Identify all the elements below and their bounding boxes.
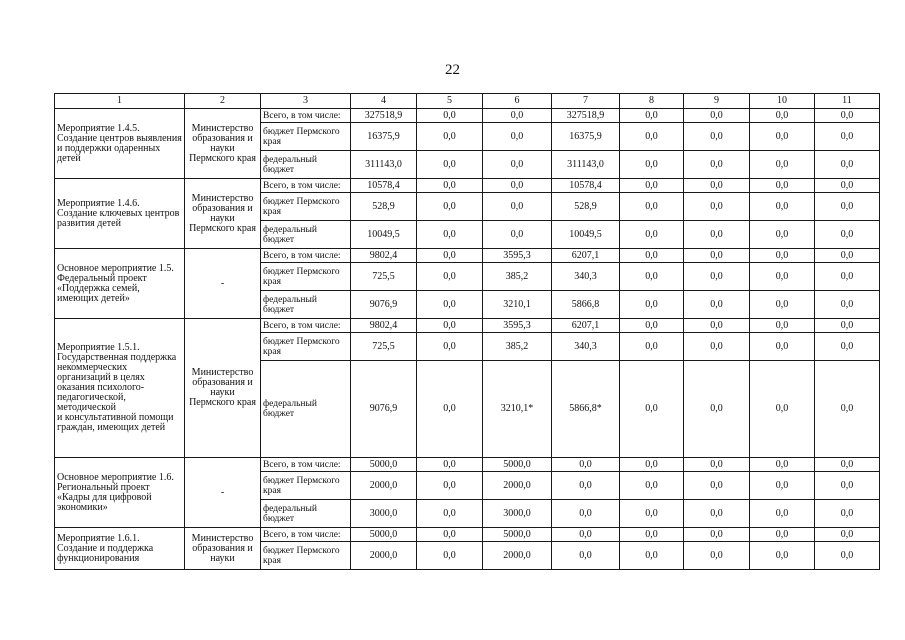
amount-cell: 0,0 (750, 361, 815, 458)
table-row (55, 528, 880, 542)
amount-cell: 0,0 (684, 193, 750, 221)
responsible-org: Министерство образования и науки Пермского края (185, 109, 261, 179)
amount-cell: 0,0 (750, 528, 815, 542)
amount-cell: 0,0 (620, 193, 684, 221)
amount-cell: 9802,4 (351, 249, 417, 263)
amount-cell: 0,0 (750, 179, 815, 193)
amount-cell: 0,0 (684, 151, 750, 179)
funding-source: Всего, в том числе: (261, 109, 351, 123)
amount-cell: 5000,0 (351, 528, 417, 542)
amount-cell: 0,0 (815, 221, 880, 249)
funding-source: бюджет Пермского края (261, 263, 351, 291)
column-header: 10 (750, 94, 815, 109)
amount-cell: 0,0 (815, 179, 880, 193)
amount-cell: 5000,0 (351, 458, 417, 472)
amount-cell: 0,0 (417, 193, 483, 221)
responsible-org: Министерство образования и науки Пермского края (185, 319, 261, 458)
amount-cell: 5000,0 (483, 458, 552, 472)
responsible-org: - (185, 249, 261, 319)
amount-cell: 0,0 (417, 333, 483, 361)
amount-cell: 0,0 (483, 179, 552, 193)
amount-cell: 0,0 (417, 291, 483, 319)
amount-cell: 0,0 (620, 249, 684, 263)
amount-cell: 0,0 (620, 361, 684, 458)
table-row (55, 319, 880, 333)
amount-cell: 0,0 (684, 123, 750, 151)
amount-cell: 0,0 (750, 291, 815, 319)
amount-cell: 0,0 (815, 249, 880, 263)
table-row (55, 179, 880, 193)
amount-cell: 311143,0 (351, 151, 417, 179)
funding-source: бюджет Пермского края (261, 472, 351, 500)
table-row (55, 249, 880, 263)
amount-cell: 327518,9 (351, 109, 417, 123)
activity-name: Мероприятие 1.6.1. Создание и поддержка функционирования (55, 528, 185, 570)
funding-source: Всего, в том числе: (261, 319, 351, 333)
responsible-org: - (185, 458, 261, 528)
column-header: 4 (351, 94, 417, 109)
funding-source: Всего, в том числе: (261, 179, 351, 193)
amount-cell: 2000,0 (483, 472, 552, 500)
amount-cell: 0,0 (684, 109, 750, 123)
funding-source: Всего, в том числе: (261, 458, 351, 472)
amount-cell: 0,0 (417, 179, 483, 193)
amount-cell: 0,0 (750, 109, 815, 123)
amount-cell: 0,0 (620, 542, 684, 570)
amount-cell: 340,3 (552, 263, 620, 291)
responsible-org: Министерство образования и науки Пермского края (185, 179, 261, 249)
amount-cell: 0,0 (417, 528, 483, 542)
table-header (55, 94, 880, 109)
amount-cell: 0,0 (750, 472, 815, 500)
header-row (55, 94, 880, 109)
amount-cell: 327518,9 (552, 109, 620, 123)
amount-cell: 0,0 (483, 109, 552, 123)
amount-cell: 0,0 (620, 333, 684, 361)
amount-cell: 5866,8* (552, 361, 620, 458)
funding-source: бюджет Пермского края (261, 123, 351, 151)
amount-cell: 0,0 (684, 458, 750, 472)
funding-source: федеральный бюджет (261, 361, 351, 458)
amount-cell: 0,0 (684, 361, 750, 458)
amount-cell: 0,0 (815, 319, 880, 333)
amount-cell: 725,5 (351, 263, 417, 291)
column-header: 11 (815, 94, 880, 109)
amount-cell: 0,0 (417, 221, 483, 249)
amount-cell: 6207,1 (552, 319, 620, 333)
amount-cell: 0,0 (750, 542, 815, 570)
amount-cell: 0,0 (483, 193, 552, 221)
amount-cell: 0,0 (750, 319, 815, 333)
amount-cell: 0,0 (620, 179, 684, 193)
budget-table (54, 93, 880, 570)
amount-cell: 3000,0 (351, 500, 417, 528)
amount-cell: 5000,0 (483, 528, 552, 542)
amount-cell: 0,0 (684, 291, 750, 319)
amount-cell: 16375,9 (351, 123, 417, 151)
amount-cell: 0,0 (620, 528, 684, 542)
amount-cell: 385,2 (483, 333, 552, 361)
amount-cell: 3210,1 (483, 291, 552, 319)
amount-cell: 0,0 (620, 263, 684, 291)
amount-cell: 0,0 (815, 193, 880, 221)
amount-cell: 0,0 (417, 500, 483, 528)
funding-source: бюджет Пермского края (261, 542, 351, 570)
amount-cell: 0,0 (620, 109, 684, 123)
amount-cell: 0,0 (552, 542, 620, 570)
amount-cell: 528,9 (552, 193, 620, 221)
amount-cell: 0,0 (417, 542, 483, 570)
amount-cell: 10049,5 (552, 221, 620, 249)
funding-source: федеральный бюджет (261, 221, 351, 249)
amount-cell: 0,0 (815, 472, 880, 500)
amount-cell: 0,0 (750, 151, 815, 179)
activity-name: Мероприятие 1.5.1. Государственная поддержка некоммерческих организаций в целях оказания психолого-педагогической, методической и консультативной помощи граждан, имеющих детей (55, 319, 185, 458)
amount-cell: 3210,1* (483, 361, 552, 458)
amount-cell: 528,9 (351, 193, 417, 221)
activity-name: Основное мероприятие 1.5. Федеральный проект «Поддержка семей, имеющих детей» (55, 249, 185, 319)
amount-cell: 0,0 (417, 249, 483, 263)
funding-source: федеральный бюджет (261, 291, 351, 319)
amount-cell: 0,0 (417, 263, 483, 291)
amount-cell: 0,0 (750, 263, 815, 291)
amount-cell: 9076,9 (351, 291, 417, 319)
table-row (55, 109, 880, 123)
amount-cell: 0,0 (483, 221, 552, 249)
amount-cell: 0,0 (417, 319, 483, 333)
amount-cell: 0,0 (750, 458, 815, 472)
amount-cell: 340,3 (552, 333, 620, 361)
amount-cell: 9802,4 (351, 319, 417, 333)
amount-cell: 0,0 (483, 123, 552, 151)
amount-cell: 3000,0 (483, 500, 552, 528)
amount-cell: 2000,0 (351, 542, 417, 570)
amount-cell: 9076,9 (351, 361, 417, 458)
amount-cell: 0,0 (815, 123, 880, 151)
funding-source: Всего, в том числе: (261, 249, 351, 263)
amount-cell: 10578,4 (351, 179, 417, 193)
amount-cell: 725,5 (351, 333, 417, 361)
amount-cell: 0,0 (620, 472, 684, 500)
amount-cell: 0,0 (620, 291, 684, 319)
amount-cell: 3595,3 (483, 319, 552, 333)
column-header: 1 (55, 94, 185, 109)
column-header: 9 (684, 94, 750, 109)
table-row (55, 458, 880, 472)
amount-cell: 0,0 (417, 123, 483, 151)
funding-source: федеральный бюджет (261, 151, 351, 179)
column-header: 2 (185, 94, 261, 109)
amount-cell: 0,0 (815, 151, 880, 179)
amount-cell: 0,0 (552, 472, 620, 500)
amount-cell: 0,0 (684, 542, 750, 570)
amount-cell: 385,2 (483, 263, 552, 291)
activity-name: Мероприятие 1.4.5. Создание центров выявления и поддержки одаренных детей (55, 109, 185, 179)
amount-cell: 0,0 (750, 221, 815, 249)
amount-cell: 0,0 (815, 528, 880, 542)
amount-cell: 0,0 (750, 500, 815, 528)
amount-cell: 0,0 (620, 151, 684, 179)
activity-name: Основное мероприятие 1.6. Региональный проект «Кадры для цифровой экономики» (55, 458, 185, 528)
column-header: 6 (483, 94, 552, 109)
activity-name: Мероприятие 1.4.6. Создание ключевых центров развития детей (55, 179, 185, 249)
column-header: 8 (620, 94, 684, 109)
column-header: 3 (261, 94, 351, 109)
amount-cell: 0,0 (417, 151, 483, 179)
amount-cell: 0,0 (417, 458, 483, 472)
amount-cell: 0,0 (815, 263, 880, 291)
amount-cell: 0,0 (684, 249, 750, 263)
amount-cell: 0,0 (620, 500, 684, 528)
amount-cell: 0,0 (684, 179, 750, 193)
amount-cell: 0,0 (815, 291, 880, 319)
amount-cell: 10049,5 (351, 221, 417, 249)
funding-source: бюджет Пермского края (261, 333, 351, 361)
amount-cell: 5866,8 (552, 291, 620, 319)
amount-cell: 0,0 (684, 528, 750, 542)
column-header: 7 (552, 94, 620, 109)
amount-cell: 0,0 (620, 319, 684, 333)
amount-cell: 0,0 (552, 528, 620, 542)
amount-cell: 10578,4 (552, 179, 620, 193)
amount-cell: 0,0 (684, 221, 750, 249)
amount-cell: 2000,0 (483, 542, 552, 570)
amount-cell: 2000,0 (351, 472, 417, 500)
amount-cell: 0,0 (620, 221, 684, 249)
amount-cell: 0,0 (684, 263, 750, 291)
responsible-org: Министерство образования и науки (185, 528, 261, 570)
amount-cell: 0,0 (417, 472, 483, 500)
amount-cell: 0,0 (684, 333, 750, 361)
amount-cell: 0,0 (620, 458, 684, 472)
amount-cell: 0,0 (815, 361, 880, 458)
amount-cell: 0,0 (815, 109, 880, 123)
amount-cell: 0,0 (684, 500, 750, 528)
amount-cell: 3595,3 (483, 249, 552, 263)
amount-cell: 6207,1 (552, 249, 620, 263)
amount-cell: 0,0 (483, 151, 552, 179)
funding-source: федеральный бюджет (261, 500, 351, 528)
amount-cell: 0,0 (815, 458, 880, 472)
funding-source: Всего, в том числе: (261, 528, 351, 542)
amount-cell: 0,0 (815, 333, 880, 361)
column-header: 5 (417, 94, 483, 109)
funding-source: бюджет Пермского края (261, 193, 351, 221)
page-number: 22 (445, 62, 460, 78)
amount-cell: 0,0 (552, 458, 620, 472)
amount-cell: 0,0 (684, 472, 750, 500)
amount-cell: 0,0 (417, 109, 483, 123)
amount-cell: 0,0 (815, 542, 880, 570)
amount-cell: 0,0 (750, 123, 815, 151)
amount-cell: 0,0 (750, 333, 815, 361)
amount-cell: 0,0 (417, 361, 483, 458)
amount-cell: 0,0 (684, 319, 750, 333)
amount-cell: 0,0 (620, 123, 684, 151)
amount-cell: 0,0 (815, 500, 880, 528)
amount-cell: 0,0 (552, 500, 620, 528)
amount-cell: 0,0 (750, 249, 815, 263)
table-body (55, 109, 880, 570)
amount-cell: 311143,0 (552, 151, 620, 179)
amount-cell: 0,0 (750, 193, 815, 221)
amount-cell: 16375,9 (552, 123, 620, 151)
